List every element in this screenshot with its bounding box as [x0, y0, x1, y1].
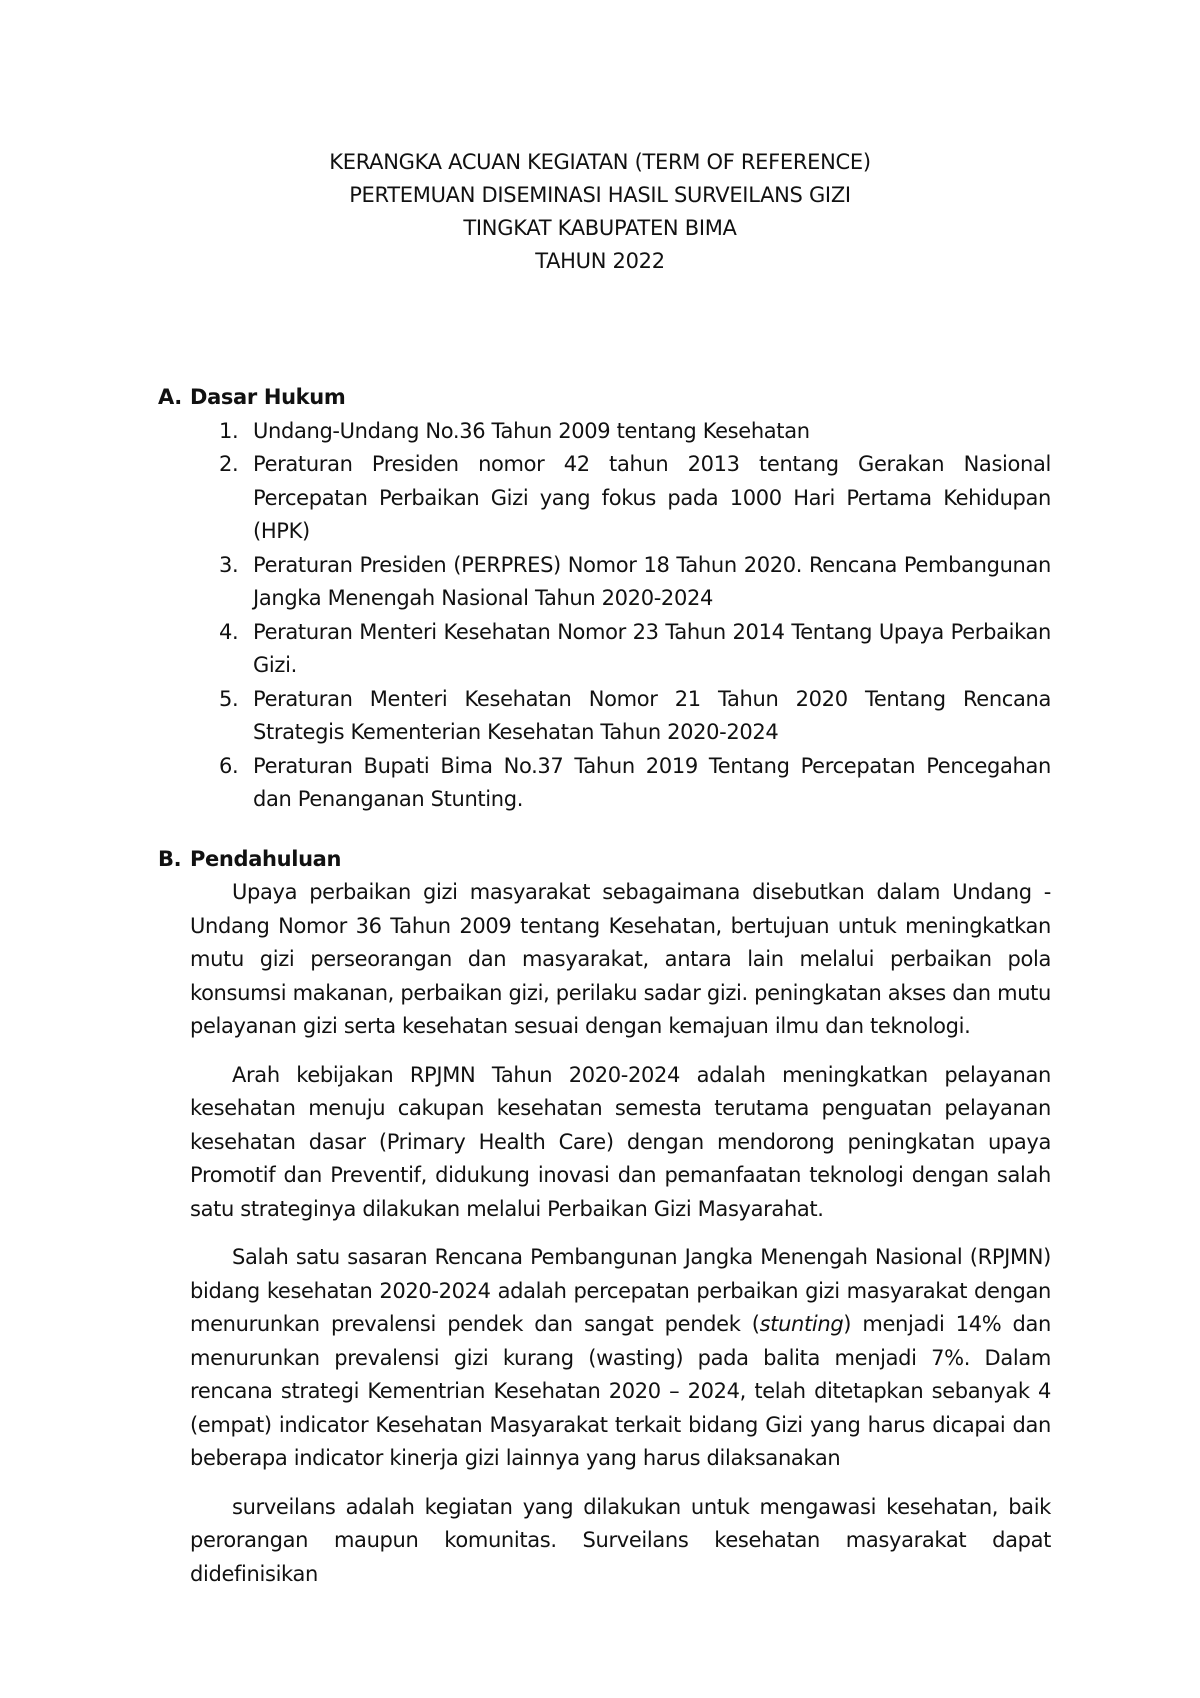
- list-item-number: 6.: [219, 753, 239, 778]
- list-item: [158, 750, 1051, 817]
- section-a-title: Dasar Hukum: [190, 385, 346, 409]
- title-line-4: TAHUN 2022: [535, 249, 665, 273]
- paragraph-1: Upaya perbaikan gizi masyarakat sebagaimana disebutkan dalam Undang - Undang Nomor 36 Tahun 2009 tentang Kesehatan, bertujuan untuk meningkatkan mutu gizi perseorangan dan masyarakat, antara lain melalui perbaikan pola konsumsi makanan, perbaikan gizi, perilaku sadar gizi. peningkatan akses dan mutu pelayanan gizi serta kesehatan sesuai dengan kemajuan ilmu dan teknologi.: [190, 880, 1051, 1038]
- legal-basis-list: [158, 415, 1051, 817]
- section-spacer: [158, 817, 1051, 843]
- paragraph-3-italic: stunting: [759, 1312, 844, 1336]
- document-body: [158, 381, 1051, 1591]
- list-item-text: Peraturan Presiden (PERPRES) Nomor 18 Tahun 2020. Rencana Pembangunan Jangka Menengah Nasional Tahun 2020-2024: [253, 552, 1051, 610]
- list-item-text: Peraturan Presiden nomor 42 tahun 2013 tentang Gerakan Nasional Percepatan Perbaikan Gizi yang fokus pada 1000 Hari Pertama Kehidupan (HPK): [253, 452, 1051, 543]
- section-b-title: Pendahuluan: [190, 846, 342, 871]
- list-item-number: 4.: [219, 619, 239, 644]
- paragraph-3-part-1: Salah satu sasaran Rencana Pembangunan Jangka Menengah Nasional (RPJMN) bidang kesehatan 2020-2024 adalah percepatan perbaikan gizi masyarakat dengan menurunkan prevalensi pendek dan sangat pendek (: [190, 1245, 1051, 1336]
- paragraph-4: surveilans adalah kegiatan yang dilakukan untuk mengawasi kesehatan, baik perorangan maupun komunitas. Surveilans kesehatan masyarakat dapat didefinisikan: [190, 1494, 1051, 1586]
- title-line-2: PERTEMUAN DISEMINASI HASIL SURVEILANS GIZI: [349, 183, 851, 207]
- paragraph-3-part-2: ) menjadi 14% dan menurunkan prevalensi gizi kurang (wasting) pada balita menjadi 7%. Dalam rencana strategi Kementrian Kesehatan 2020 – 2024, telah ditetapkan sebanyak 4 (empat) indicator Kesehatan Masyarakat terkait bidang Gizi yang harus dicapai dan beberapa indicator kinerja gizi lainnya yang harus dilaksanakan: [190, 1312, 1051, 1470]
- section-b-letter: B.: [158, 846, 182, 871]
- list-item: [158, 616, 1051, 683]
- paragraph-3: [190, 1241, 1051, 1476]
- list-item-number: 5.: [219, 686, 239, 711]
- list-item-text: Peraturan Menteri Kesehatan Nomor 23 Tahun 2014 Tentang Upaya Perbaikan Gizi.: [253, 619, 1051, 677]
- title-line-1: KERANGKA ACUAN KEGIATAN (TERM OF REFERENCE): [329, 150, 871, 174]
- title-line-3: TINGKAT KABUPATEN BIMA: [463, 216, 737, 240]
- list-item: [158, 549, 1051, 616]
- list-item: [158, 415, 1051, 449]
- list-item-number: 1.: [219, 418, 239, 443]
- list-item-text: Peraturan Bupati Bima No.37 Tahun 2019 Tentang Percepatan Pencegahan dan Penanganan Stunting.: [253, 753, 1051, 811]
- list-item-number: 2.: [219, 452, 239, 476]
- section-b-heading: [158, 843, 1051, 877]
- list-item-number: 3.: [219, 552, 239, 577]
- paragraph-2: Arah kebijakan RPJMN Tahun 2020-2024 adalah meningkatkan pelayanan kesehatan menuju cakupan kesehatan semesta terutama penguatan pelayanan kesehatan dasar (Primary Health Care) dengan mendorong peningkatan upaya Promotif dan Preventif, didukung inovasi dan pemanfaatan teknologi dengan salah satu strateginya dilakukan melalui Perbaikan Gizi Masyarahat.: [190, 1062, 1051, 1221]
- list-item: [158, 683, 1051, 750]
- list-item-text: Peraturan Menteri Kesehatan Nomor 21 Tahun 2020 Tentang Rencana Strategis Kementerian Kesehatan Tahun 2020-2024: [253, 686, 1051, 744]
- section-a-heading: [158, 381, 1051, 415]
- document-title: [0, 146, 1200, 278]
- section-a-letter: A.: [158, 385, 182, 409]
- list-item: [158, 448, 1051, 549]
- list-item-text: Undang-Undang No.36 Tahun 2009 tentang Kesehatan: [253, 418, 810, 443]
